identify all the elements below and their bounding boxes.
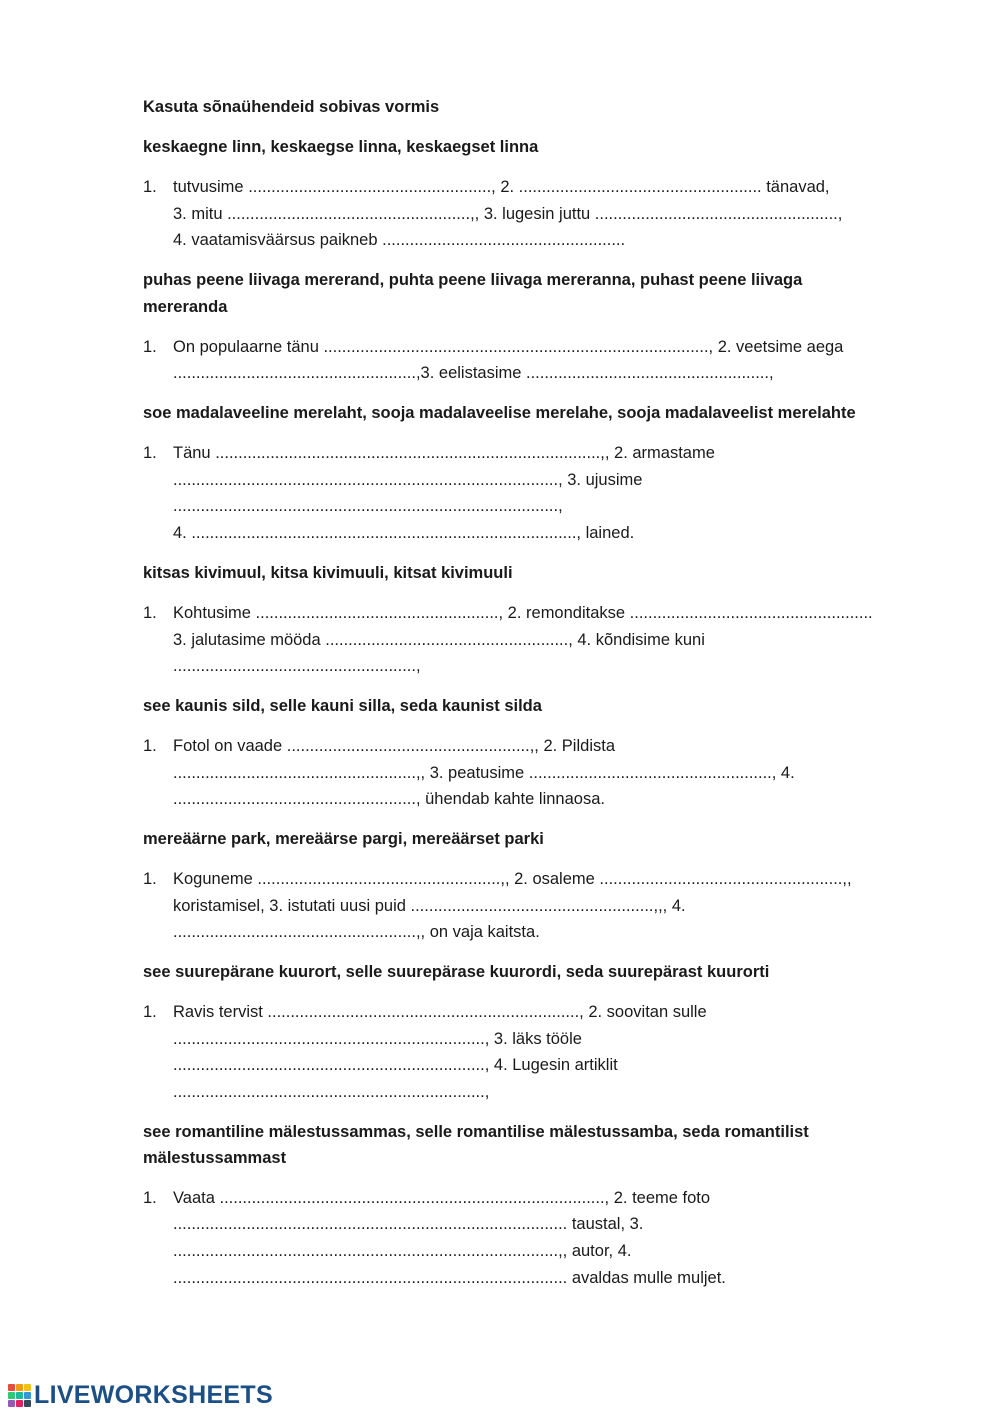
exercise-line[interactable]: Koguneme .....................................................,, 2. osaleme .....................................................,, [173, 870, 852, 888]
exercise-line[interactable]: .....................................................,, on vaja kaitsta. [173, 923, 540, 941]
exercise-line[interactable]: tutvusime ....................................................., 2. ..................................................... tänavad, [173, 178, 830, 196]
logo-tile [8, 1400, 15, 1407]
item-number: 1. [143, 1003, 157, 1021]
exercise-line[interactable]: Ravis tervist ...................................................................., 2. soovitan sulle [173, 1003, 707, 1021]
exercise-line[interactable]: ...................................................................................., [173, 497, 563, 515]
item-number: 1. [143, 338, 157, 356]
exercise-line[interactable]: Vaata ...................................................................................., 2. teeme foto [173, 1189, 711, 1207]
item-number: 1. [143, 737, 157, 755]
logo-tile [8, 1392, 15, 1399]
item-number: 1. [143, 870, 157, 888]
exercise-line[interactable]: .....................................................,, 3. peatusime ....................................................., 4. [173, 764, 795, 782]
exercise-line[interactable]: ...................................................................................., 3. ujusime [173, 471, 643, 489]
logo-text: LIVEWORKSHEETS [34, 1380, 273, 1409]
exercise-line[interactable]: ....................................................., ühendab kahte linnaosa. [173, 790, 605, 808]
exercise-line[interactable]: 4. ...................................................................................., lained. [173, 524, 635, 542]
exercise-line[interactable]: 3. mitu .....................................................,, 3. lugesin juttu ....................................................., [173, 205, 843, 223]
section-heading: soe madalaveeline merelaht, sooja madalaveelise merelahe, sooja madalaveelist merelahte [143, 404, 856, 422]
exercise-line[interactable]: On populaarne tänu ...................................................................................., 2. veetsime aega [173, 338, 844, 356]
logo-tile [24, 1392, 31, 1399]
section-heading: see kaunis sild, selle kauni silla, seda kaunist silda [143, 697, 542, 715]
item-number: 1. [143, 1189, 157, 1207]
section-heading: puhas peene liivaga mererand, puhta peene liivaga mereranna, puhast peene liivaga [143, 271, 803, 289]
exercise-line[interactable]: Fotol on vaade .....................................................,, 2. Pildista [173, 737, 615, 755]
logo-tile [8, 1384, 15, 1391]
item-number: 1. [143, 604, 157, 622]
exercise-line[interactable]: ...................................................................., [173, 1083, 490, 1101]
logo-tile [16, 1400, 23, 1407]
exercise-line[interactable]: Tänu ....................................................................................,, 2. armastame [173, 444, 715, 462]
page-title: Kasuta sõnaühendeid sobivas vormis [143, 98, 440, 116]
logo-tile [16, 1392, 23, 1399]
exercise-line[interactable]: Kohtusime ....................................................., 2. remonditakse ..................................................... [173, 604, 873, 622]
section-heading: kitsas kivimuul, kitsa kivimuuli, kitsat kivimuuli [143, 564, 513, 582]
logo-tile [24, 1384, 31, 1391]
logo-tile [16, 1384, 23, 1391]
exercise-line[interactable]: .....................................................,3. eelistasime ....................................................., [173, 364, 774, 382]
item-number: 1. [143, 444, 157, 462]
section-heading-continued: mälestussammast [143, 1149, 287, 1167]
exercise-line[interactable]: koristamisel, 3. istutati uusi puid .....................................................,,, 4. [173, 897, 686, 915]
exercise-line[interactable]: 3. jalutasime mööda ....................................................., 4. kõndisime kuni [173, 631, 705, 649]
exercise-line[interactable]: 4. vaatamisväärsus paikneb ..................................................... [173, 231, 626, 249]
exercise-line[interactable]: ...................................................................., 3. läks tööle [173, 1030, 582, 1048]
exercise-line[interactable]: ...................................................................................... avaldas mulle muljet. [173, 1269, 726, 1287]
item-number: 1. [143, 178, 157, 196]
section-heading: mereäärne park, mereäärse pargi, mereäärset parki [143, 830, 544, 848]
logo-tile [24, 1400, 31, 1407]
exercise-line[interactable]: ...................................................................................... taustal, 3. [173, 1215, 644, 1233]
logo-icon [8, 1384, 31, 1407]
exercise-line[interactable]: ....................................................., [173, 657, 421, 675]
section-heading: see suurepärane kuurort, selle suurepärase kuurordi, seda suurepärast kuurorti [143, 963, 770, 981]
section-heading: see romantiline mälestussammas, selle romantilise mälestussamba, seda romantilist [143, 1123, 809, 1141]
exercise-line[interactable]: ...................................................................., 4. Lugesin artiklit [173, 1056, 618, 1074]
section-heading: keskaegne linn, keskaegse linna, keskaegset linna [143, 138, 539, 156]
liveworksheets-logo[interactable] [8, 1381, 273, 1409]
exercise-line[interactable]: ....................................................................................,, autor, 4. [173, 1242, 632, 1260]
section-heading-continued: mereranda [143, 298, 228, 316]
